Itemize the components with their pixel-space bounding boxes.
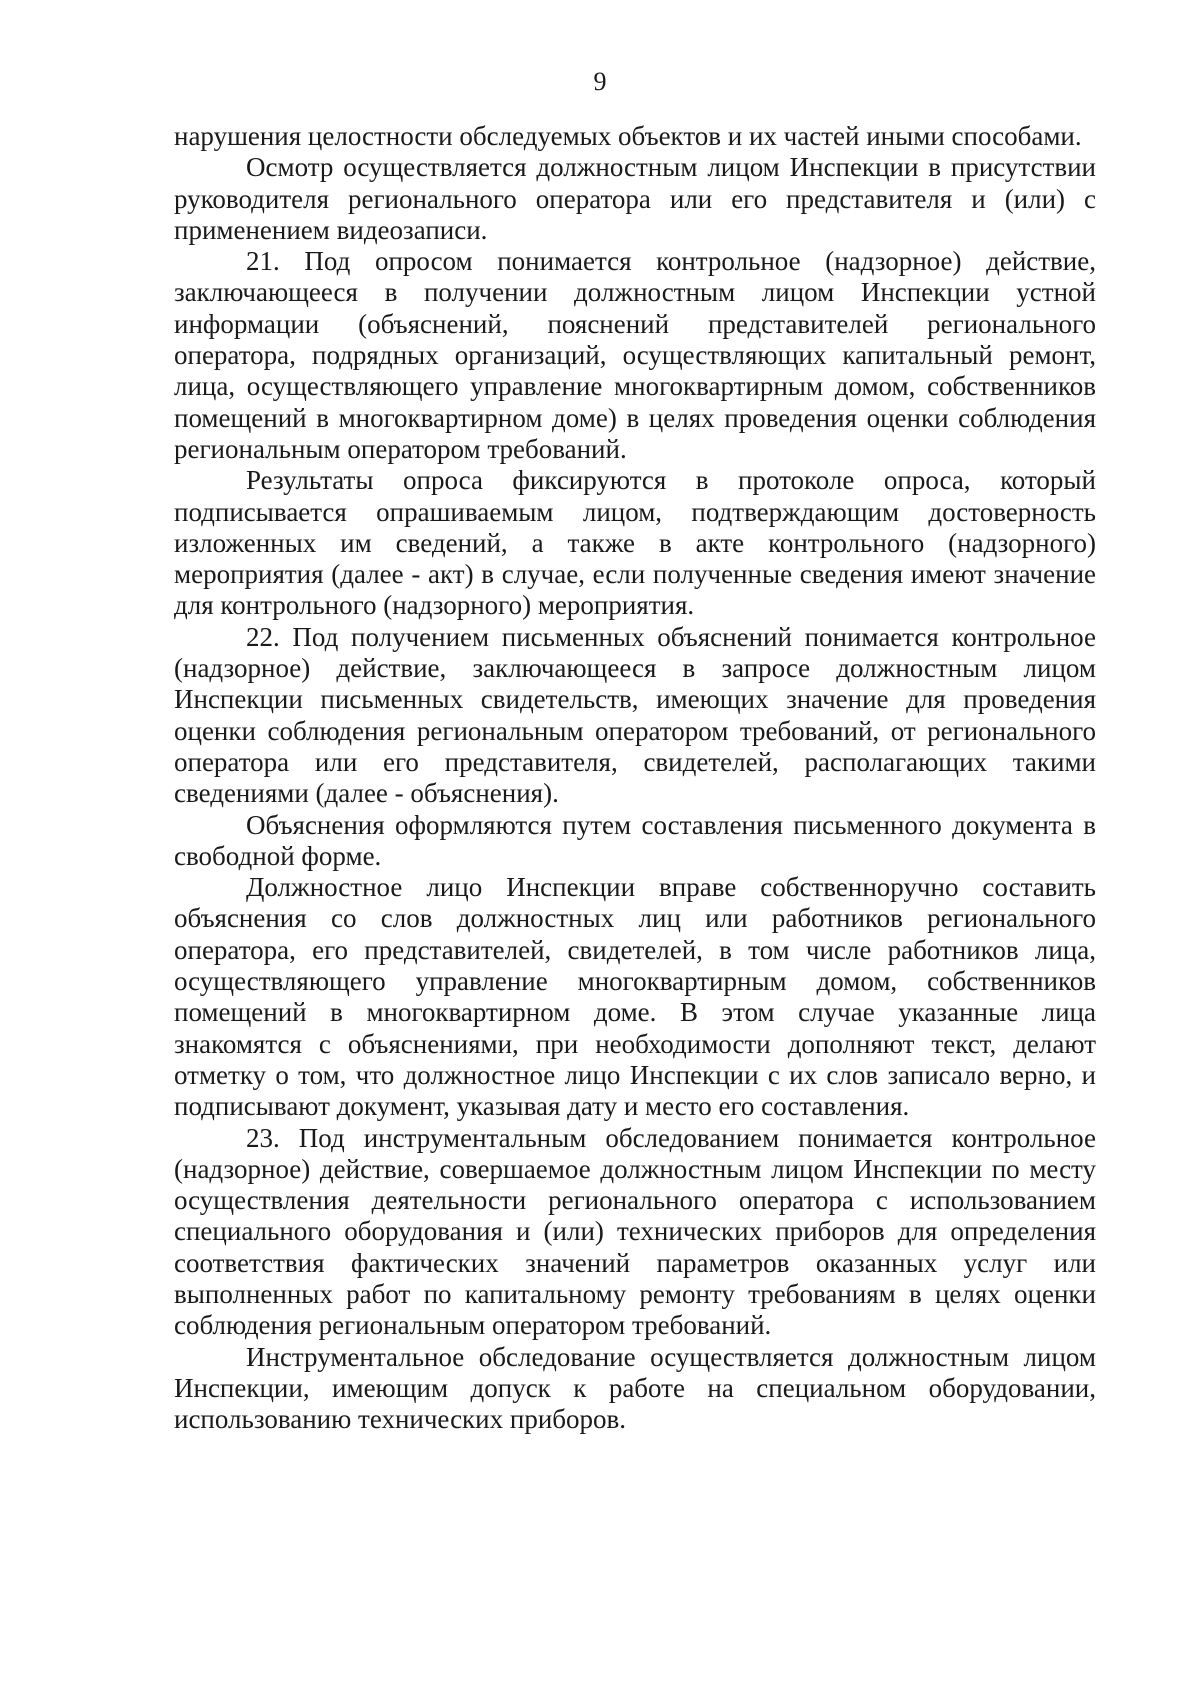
paragraph-21-survey: 21. Под опросом понимается контрольное (надзорное) действие, заключающееся в получении должностным лицом Инспекции устной информации (объяснений, пояснений представителей регионального оператора, подрядных организаций, осуществляющих капитальный ремонт, лица, осуществляющего управление многоквартирным домом, собственников помещений в многоквартирном доме) в целях проведения оценки соблюдения региональным оператором требований. bbox=[174, 246, 1096, 464]
document-body bbox=[174, 121, 1096, 1435]
paragraph-instrumental-admission: Инструментальное обследование осуществляется должностным лицом Инспекции, имеющим допуск к работе на специальном оборудовании, использованию технических приборов. bbox=[174, 1341, 1096, 1435]
paragraph-23-instrumental-examination: 23. Под инструментальным обследованием понимается контрольное (надзорное) действие, совершаемое должностным лицом Инспекции по месту осуществления деятельности регионального оператора с использованием специального оборудования и (или) технических приборов для определения соответствия фактических значений параметров оказанных услуг или выполненных работ по капитальному ремонту требованиям в целях оценки соблюдения региональным оператором требований. bbox=[174, 1122, 1096, 1341]
paragraph-continuation: нарушения целостности обследуемых объектов и их частей иными способами. bbox=[174, 121, 1082, 151]
paragraph-survey-results: Результаты опроса фиксируются в протоколе опроса, который подписывается опрашиваемым лицом, подтверждающим достоверность изложенных им сведений, а также в акте контрольного (надзорного) мероприятия (далее - акт) в случае, если полученные сведения имеют значение для контрольного (надзорного) мероприятия. bbox=[174, 465, 1096, 621]
paragraph-official-writes-explanations: Должностное лицо Инспекции вправе собственноручно составить объяснения со слов должностных лиц или работников регионального оператора, его представителей, свидетелей, в том числе работников лица, осуществляющего управление многоквартирным домом, собственников помещений в многоквартирном доме. В этом случае указанные лица знакомятся с объяснениями, при необходимости дополняют текст, делают отметку о том, что должностное лицо Инспекции с их слов записало верно, и подписывают документ, указывая дату и место его составления. bbox=[174, 872, 1096, 1122]
paragraph-22-written-explanations: 22. Под получением письменных объяснений понимается контрольное (надзорное) действие, заключающееся в запросе должностным лицом Инспекции письменных свидетельств, имеющих значение для проведения оценки соблюдения региональным оператором требований, от регионального оператора или его представителя, свидетелей, располагающих такими сведениями (далее - объяснения). bbox=[174, 621, 1096, 809]
page-number: 9 bbox=[593, 67, 607, 96]
paragraph-explanations-form: Объяснения оформляются путем составления письменного документа в свободной форме. bbox=[174, 809, 1096, 871]
paragraph-inspection-presence: Осмотр осуществляется должностным лицом Инспекции в присутствии руководителя регионального оператора или его представителя и (или) с применением видеозаписи. bbox=[174, 152, 1096, 245]
